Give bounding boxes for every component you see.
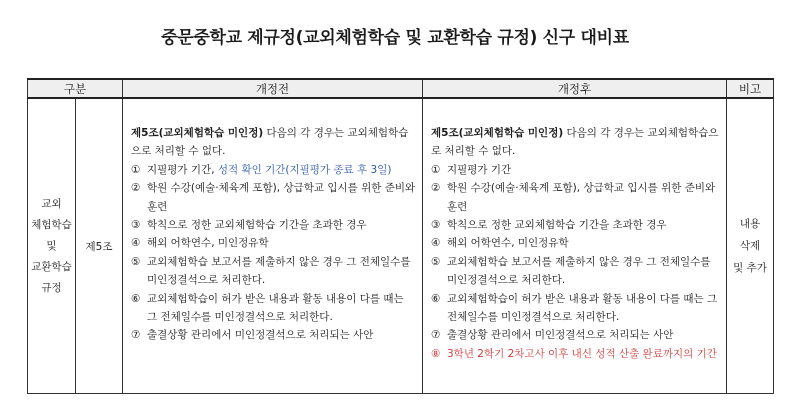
category-line: 교외	[41, 197, 62, 210]
before-heading: 제5조(교외체험학습 미인정)	[131, 127, 264, 139]
article-cell: 제5조	[76, 98, 123, 394]
header-note: 비고	[727, 79, 774, 98]
list-item	[131, 326, 417, 344]
item-text: 교외체험학습이 허가 받은 내용과 활동 내용이 다를 때는 그 전체일수를 미인정결석으로 처리한다.	[147, 292, 404, 324]
list-item	[131, 216, 417, 234]
list-item	[131, 161, 417, 179]
header-category: 구분	[28, 79, 123, 98]
highlighted-text: 성적 확인 기간(지필평가 종료 후 3일)	[217, 163, 392, 176]
item-number: ③	[131, 219, 141, 232]
before-content	[123, 98, 423, 394]
item-text: 교외체험학습 보고서를 제출하지 않은 경우 그 전체일수를 미인정결석으로 처리한다.	[147, 255, 411, 287]
added-item-text: 3학년 2학기 2차고사 이후 내신 성적 산출 완료까지의 기간	[447, 347, 717, 360]
item-text: 학원 수강(예술·체육계 포함), 상급학교 입시를 위한 준비와 훈련	[447, 182, 716, 213]
category-line: 및	[46, 239, 57, 252]
header-before: 개정전	[123, 79, 423, 98]
item-number: ②	[131, 182, 141, 195]
item-text: 지필평가 기간,	[147, 163, 218, 176]
list-item	[131, 234, 417, 252]
list-item	[131, 290, 417, 327]
item-number: ⑤	[131, 255, 141, 268]
note-line: 내용	[739, 218, 761, 230]
item-number: ⑥	[431, 292, 441, 305]
item-text: 해외 어학연수, 미인정유학	[447, 237, 569, 250]
list-item	[431, 216, 721, 234]
category-cell	[28, 98, 76, 394]
document-title: 중문중학교 제규정(교외체험학습 및 교환학습 규정) 신구 대비표	[161, 28, 629, 48]
after-intro	[431, 124, 721, 161]
before-intro	[131, 124, 417, 161]
note-cell	[727, 98, 774, 394]
header-after: 개정후	[423, 79, 727, 98]
category-line: 체험학습	[31, 218, 72, 231]
item-number: ①	[431, 163, 441, 176]
item-text: 해외 어학연수, 미인정유학	[147, 237, 269, 250]
item-number: ①	[131, 163, 141, 176]
item-number: ④	[131, 237, 141, 250]
item-number: ⑦	[131, 329, 141, 342]
list-item	[131, 179, 417, 216]
before-intro-text: 다음의 각 경우는 교외체험학습으로 처리할 수 없다.	[131, 127, 409, 158]
header-row	[28, 79, 774, 98]
item-number: ⑧	[431, 347, 441, 360]
item-text: 출결상황 관리에서 미인정결석으로 처리되는 사안	[147, 329, 374, 342]
item-number: ⑤	[431, 255, 441, 268]
item-number: ④	[431, 237, 441, 250]
item-text: 학칙으로 정한 교외체험학습 기간을 초과한 경우	[447, 219, 667, 232]
list-item	[431, 234, 721, 252]
after-heading: 제5조(교외체험학습 미인정)	[431, 127, 564, 139]
item-text: 출결상황 관리에서 미인정결석으로 처리되는 사안	[447, 329, 674, 342]
item-text: 지필평가 기간	[447, 163, 512, 176]
item-number: ②	[431, 182, 441, 195]
note-line: 삭제	[739, 240, 761, 252]
item-number: ③	[431, 219, 441, 232]
comparison-table	[27, 78, 774, 394]
item-number: ⑦	[431, 329, 441, 342]
list-item	[431, 161, 721, 179]
list-item	[431, 290, 721, 327]
category-line: 교환학습	[31, 260, 72, 273]
item-text: 학칙으로 정한 교외체험학습 기간을 초과한 경우	[147, 219, 367, 232]
list-item	[431, 253, 721, 290]
category-line: 규정	[41, 281, 62, 294]
list-item	[431, 179, 721, 216]
item-text: 교외체험학습 보고서를 제출하지 않은 경우 그 전체일수를 미인정결석으로 처리한다.	[447, 255, 711, 287]
item-text: 교외체험학습이 허가 받은 내용과 활동 내용이 다를 때는 그 전체일수를 미인정결석으로 처리한다.	[447, 292, 718, 324]
item-number: ⑥	[131, 292, 141, 305]
after-intro-text: 다음의 각 경우는 교외체험학습으로 처리할 수 없다.	[431, 127, 719, 158]
list-item-added	[431, 345, 721, 363]
note-line: 및 추가	[733, 262, 767, 274]
item-text: 학원 수강(예술·체육계 포함), 상급학교 입시를 위한 준비와 훈련	[147, 182, 416, 213]
table-row	[28, 98, 774, 394]
after-content	[423, 98, 727, 394]
list-item	[131, 253, 417, 290]
list-item	[431, 326, 721, 344]
